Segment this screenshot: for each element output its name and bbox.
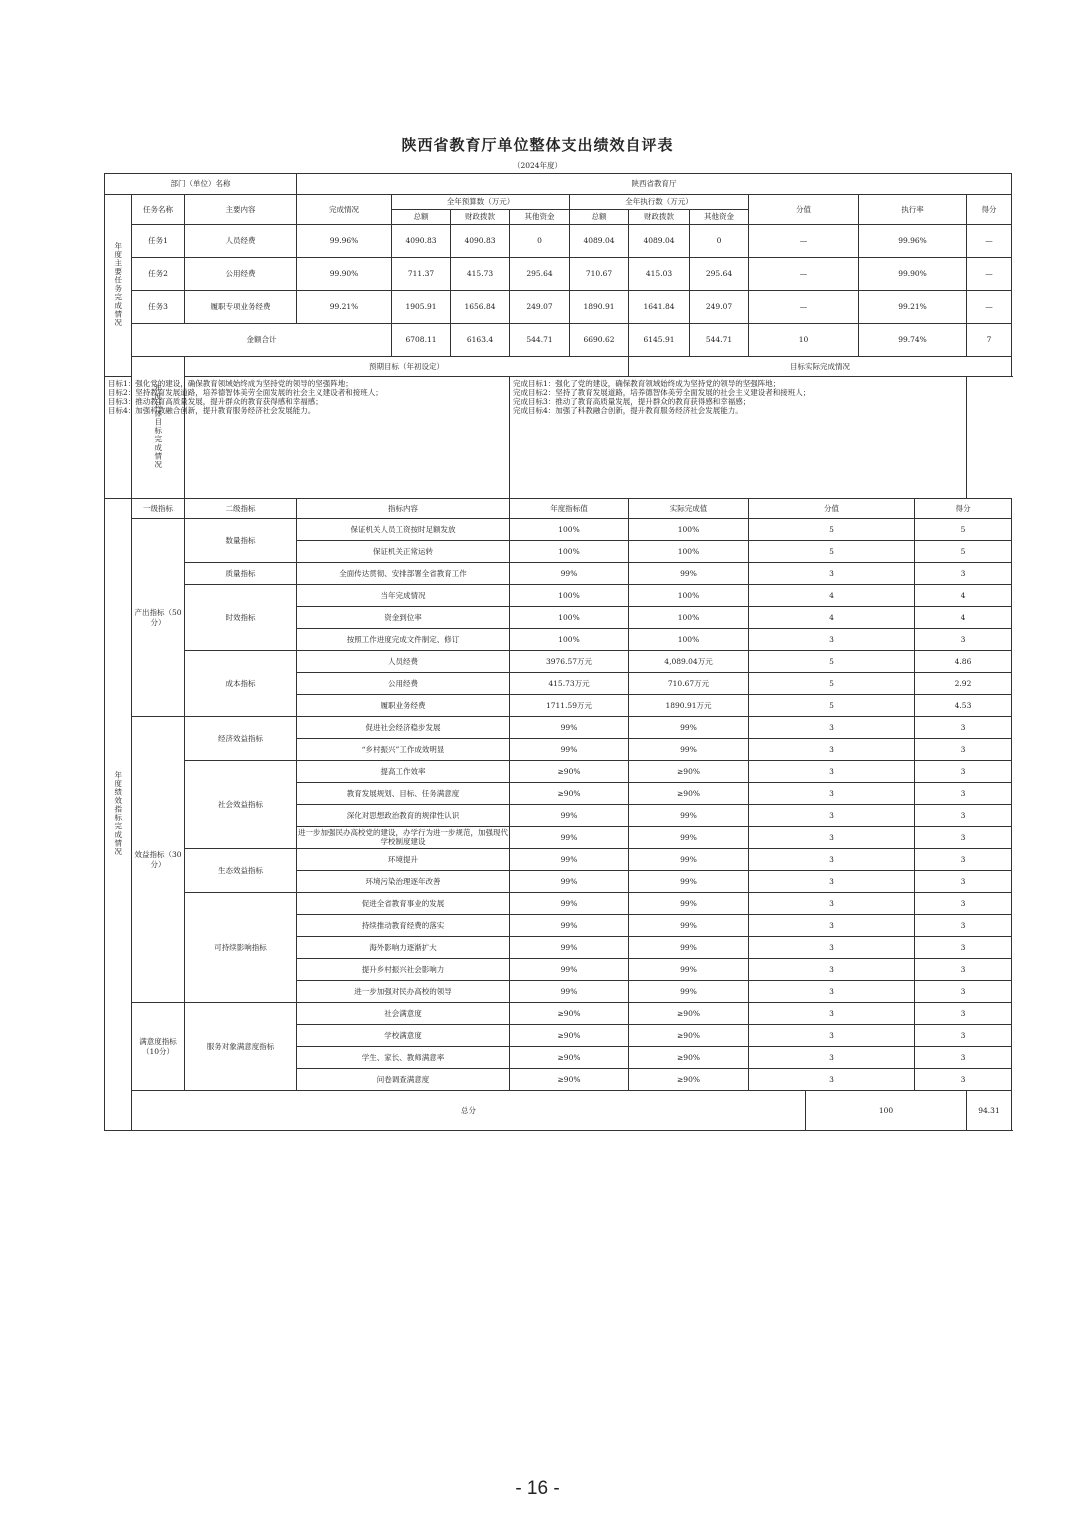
indicator-target: 99% xyxy=(510,717,629,739)
indicator-value: 4 xyxy=(749,585,915,607)
indicator-target: 99% xyxy=(510,981,629,1003)
indicator-actual: 99% xyxy=(629,563,749,585)
indicator-score: 3 xyxy=(915,1025,1012,1047)
indicator-value: 3 xyxy=(749,1047,915,1069)
indicator-target: 100% xyxy=(510,607,629,629)
indicator-row xyxy=(105,849,1012,871)
expected-goal: 目标4：加强科教融合创新，提升教育服务经济社会发展能力。 xyxy=(108,406,316,415)
indicator-row xyxy=(105,563,1012,585)
indicator-value: 5 xyxy=(749,541,915,563)
indicator-value: 3 xyxy=(749,717,915,739)
indicator-value: 3 xyxy=(749,1069,915,1091)
indicator-target: 99% xyxy=(510,805,629,827)
header-actual: 实际完成值 xyxy=(629,499,749,519)
indicator-score: 3 xyxy=(915,1069,1012,1091)
level1-benefit: 效益指标（30分） xyxy=(132,717,185,1003)
header-value: 分值 xyxy=(749,499,915,519)
indicator-actual: 99% xyxy=(629,915,749,937)
header-exec-other: 其他资金 xyxy=(690,210,749,225)
indicator-row xyxy=(105,717,1012,739)
level2-sustainable: 可持续影响指标 xyxy=(185,893,297,1003)
header-score-value: 分值 xyxy=(749,195,859,225)
indicator-value: 3 xyxy=(749,915,915,937)
actual-goal: 完成目标2：坚持了教育发展道路，培养德智体美劳全面发展的社会主义建设者和接班人； xyxy=(513,388,811,397)
indicator-content: 提升乡村振兴社会影响力 xyxy=(297,959,510,981)
indicator-score: 3 xyxy=(915,563,1012,585)
indicator-content: 问卷调查满意度 xyxy=(297,1069,510,1091)
indicator-score: 3 xyxy=(915,761,1012,783)
indicator-content: 社会满意度 xyxy=(297,1003,510,1025)
indicator-value: 5 xyxy=(749,695,915,717)
actual-goal: 完成目标4：加强了科教融合创新，提升教育服务经济社会发展能力。 xyxy=(513,406,743,415)
indicator-actual: 100% xyxy=(629,585,749,607)
indicator-target: 3976.57万元 xyxy=(510,651,629,673)
indicator-actual: 99% xyxy=(629,849,749,871)
indicator-value: 3 xyxy=(749,629,915,651)
level2-quality: 质量指标 xyxy=(185,563,297,585)
budget-fiscal: 6163.4 xyxy=(451,324,510,357)
indicator-actual: 100% xyxy=(629,629,749,651)
budget-other: 295.64 xyxy=(510,258,570,291)
page-number: - 16 - xyxy=(515,1478,560,1499)
exec-total: 4089.04 xyxy=(570,225,629,258)
indicator-score: 3 xyxy=(915,739,1012,761)
budget-total: 711.37 xyxy=(392,258,451,291)
section-tasks-label: 年度主要任务完成情况 xyxy=(105,195,132,377)
budget-total: 1905.91 xyxy=(392,291,451,324)
header-exec-total: 总额 xyxy=(570,210,629,225)
indicator-value: 3 xyxy=(749,959,915,981)
grand-total-value: 100 xyxy=(806,1091,967,1131)
indicator-score: 4.86 xyxy=(915,651,1012,673)
indicator-value: 3 xyxy=(749,871,915,893)
exec-other: 544.71 xyxy=(690,324,749,357)
indicator-content: 环境污染治理逐年改善 xyxy=(297,871,510,893)
actual-goals xyxy=(510,377,967,499)
indicator-target: 99% xyxy=(510,739,629,761)
indicator-content: 进一步加强对民办高校的领导 xyxy=(297,981,510,1003)
performance-table xyxy=(104,173,1012,1131)
indicator-row xyxy=(105,761,1012,783)
indicator-actual: 1890.91万元 xyxy=(629,695,749,717)
indicator-actual: ≥90% xyxy=(629,1025,749,1047)
grand-total-label: 总分 xyxy=(132,1091,806,1131)
indicator-target: ≥90% xyxy=(510,783,629,805)
task-completion: 99.96% xyxy=(297,225,392,258)
exec-fiscal: 6145.91 xyxy=(629,324,690,357)
indicator-value: 3 xyxy=(749,1003,915,1025)
task-name: 任务2 xyxy=(132,258,185,291)
indicator-actual: 99% xyxy=(629,893,749,915)
indicator-content: 按照工作进度完成文件制定、修订 xyxy=(297,629,510,651)
indicator-value: 3 xyxy=(749,849,915,871)
header-budget-group: 全年预算数（万元） xyxy=(392,195,570,210)
indicator-value: 3 xyxy=(749,893,915,915)
indicator-actual: ≥90% xyxy=(629,1069,749,1091)
indicator-content: 学校满意度 xyxy=(297,1025,510,1047)
section-indicators-label: 年度绩效指标完成情况 xyxy=(105,499,132,1131)
indicator-score: 3 xyxy=(915,1003,1012,1025)
indicator-row xyxy=(105,585,1012,607)
indicator-actual: 99% xyxy=(629,981,749,1003)
indicator-row xyxy=(105,1003,1012,1025)
actual-goal: 完成目标3：推动了教育高质量发展，提升群众的教育获得感和幸福感； xyxy=(513,397,751,406)
indicator-target: ≥90% xyxy=(510,1069,629,1091)
indicator-score: 3 xyxy=(915,849,1012,871)
indicator-content: 履职业务经费 xyxy=(297,695,510,717)
indicator-score: 3 xyxy=(915,981,1012,1003)
indicator-score: 4.53 xyxy=(915,695,1012,717)
budget-fiscal: 1656.84 xyxy=(451,291,510,324)
indicator-content: 进一步加强民办高校党的建设，办学行为进一步规范，加强现代学校制度建设 xyxy=(297,827,510,849)
task-name: 任务3 xyxy=(132,291,185,324)
indicator-score: 3 xyxy=(915,937,1012,959)
indicator-actual: ≥90% xyxy=(629,1047,749,1069)
exec-fiscal: 4089.04 xyxy=(629,225,690,258)
indicator-content: 保证机关人员工资按时足额发放 xyxy=(297,519,510,541)
task-content: 公用经费 xyxy=(185,258,297,291)
indicator-value: 3 xyxy=(749,981,915,1003)
indicator-target: 99% xyxy=(510,827,629,849)
expected-goals xyxy=(105,377,510,499)
exec-total: 6690.62 xyxy=(570,324,629,357)
grand-total-score: 94.31 xyxy=(967,1091,1012,1131)
task-value: — xyxy=(749,291,859,324)
indicator-content: 海外影响力逐渐扩大 xyxy=(297,937,510,959)
dept-value: 陕西省教育厅 xyxy=(297,174,1012,195)
indicator-score: 5 xyxy=(915,541,1012,563)
level1-output: 产出指标（50分） xyxy=(132,519,185,717)
indicator-value: 3 xyxy=(749,761,915,783)
exec-total: 1890.91 xyxy=(570,291,629,324)
exec-other: 0 xyxy=(690,225,749,258)
level1-satisfaction: 满意度指标（10分） xyxy=(132,1003,185,1091)
indicator-target: 99% xyxy=(510,915,629,937)
indicator-score: 3 xyxy=(915,629,1012,651)
indicator-actual: 100% xyxy=(629,607,749,629)
dept-row xyxy=(105,174,1012,195)
task-content: 人员经费 xyxy=(185,225,297,258)
indicator-target: 99% xyxy=(510,849,629,871)
budget-fiscal: 415.73 xyxy=(451,258,510,291)
indicator-score: 3 xyxy=(915,717,1012,739)
task-rate: 99.90% xyxy=(859,258,967,291)
indicator-value: 3 xyxy=(749,805,915,827)
indicator-target: 99% xyxy=(510,563,629,585)
header-score: 得分 xyxy=(967,195,1012,225)
exec-total: 710.67 xyxy=(570,258,629,291)
dept-label: 部门（单位）名称 xyxy=(105,174,297,195)
goal-header-actual: 目标实际完成情况 xyxy=(629,357,1012,377)
indicator-actual: 100% xyxy=(629,541,749,563)
indicator-target: 99% xyxy=(510,871,629,893)
indicator-score: 3 xyxy=(915,915,1012,937)
indicator-value: 3 xyxy=(749,563,915,585)
indicator-target: 415.73万元 xyxy=(510,673,629,695)
level2-social: 社会效益指标 xyxy=(185,761,297,849)
budget-total: 4090.83 xyxy=(392,225,451,258)
indicator-score: 3 xyxy=(915,871,1012,893)
task-value: — xyxy=(749,258,859,291)
indicator-content: 深化对思想政治教育的规律性认识 xyxy=(297,805,510,827)
indicator-actual: 99% xyxy=(629,805,749,827)
task-rate: 99.21% xyxy=(859,291,967,324)
indicator-value: 3 xyxy=(749,827,915,849)
budget-other: 249.07 xyxy=(510,291,570,324)
indicator-content: 保证机关正常运转 xyxy=(297,541,510,563)
indicator-target: ≥90% xyxy=(510,1025,629,1047)
header-budget-total: 总额 xyxy=(392,210,451,225)
indicator-content: 持续推动教育经费的落实 xyxy=(297,915,510,937)
indicator-target: 1711.59万元 xyxy=(510,695,629,717)
level2-timeliness: 时效指标 xyxy=(185,585,297,651)
level2-quantity: 数量指标 xyxy=(185,519,297,563)
total-score: 7 xyxy=(967,324,1012,357)
header-level2: 二级指标 xyxy=(185,499,297,519)
indicator-actual: 99% xyxy=(629,827,749,849)
indicator-content: 当年完成情况 xyxy=(297,585,510,607)
section-goals-label: 年度总体目标完成情况 xyxy=(132,357,185,499)
indicator-row xyxy=(105,519,1012,541)
indicator-score: 4 xyxy=(915,585,1012,607)
budget-other: 0 xyxy=(510,225,570,258)
total-value: 10 xyxy=(749,324,859,357)
indicator-content: 公用经费 xyxy=(297,673,510,695)
indicator-score: 3 xyxy=(915,805,1012,827)
indicator-header-row xyxy=(105,499,1012,519)
budget-other: 544.71 xyxy=(510,324,570,357)
indicator-content: “乡村振兴”工作成效明显 xyxy=(297,739,510,761)
indicator-actual: 99% xyxy=(629,959,749,981)
indicator-score: 4 xyxy=(915,607,1012,629)
indicator-value: 4 xyxy=(749,607,915,629)
indicator-content: 提高工作效率 xyxy=(297,761,510,783)
actual-goal: 完成目标1：强化了党的建设，确保教育领域始终成为坚持党的领导的坚强阵地； xyxy=(513,379,781,388)
level2-service: 服务对象满意度指标 xyxy=(185,1003,297,1091)
indicator-actual: 99% xyxy=(629,739,749,761)
exec-fiscal: 1641.84 xyxy=(629,291,690,324)
indicator-value: 3 xyxy=(749,783,915,805)
goal-header-expected: 预期目标（年初设定） xyxy=(185,357,629,377)
indicator-score: 3 xyxy=(915,783,1012,805)
expected-goal: 目标3：推动教育高质量发展，提升群众的教育获得感和幸福感； xyxy=(108,397,323,406)
task-content: 履职专项业务经费 xyxy=(185,291,297,324)
header-level1: 一级指标 xyxy=(132,499,185,519)
page-title: 陕西省教育厅单位整体支出绩效自评表 xyxy=(401,136,674,154)
task-row xyxy=(105,258,1012,291)
indicator-content: 促进全省教育事业的发展 xyxy=(297,893,510,915)
task-completion: 99.21% xyxy=(297,291,392,324)
indicator-actual: 99% xyxy=(629,717,749,739)
indicator-target: 99% xyxy=(510,893,629,915)
header-target: 年度指标值 xyxy=(510,499,629,519)
indicator-row xyxy=(105,651,1012,673)
indicator-actual: 99% xyxy=(629,937,749,959)
task-score: — xyxy=(967,225,1012,258)
task-rate: 99.96% xyxy=(859,225,967,258)
indicator-score: 5 xyxy=(915,519,1012,541)
indicator-target: 100% xyxy=(510,629,629,651)
level2-ecological: 生态效益指标 xyxy=(185,849,297,893)
indicator-target: ≥90% xyxy=(510,1047,629,1069)
indicator-actual: 710.67万元 xyxy=(629,673,749,695)
budget-total: 6708.11 xyxy=(392,324,451,357)
indicator-value: 3 xyxy=(749,937,915,959)
page-subtitle: （2024年度） xyxy=(512,161,563,170)
exec-fiscal: 415.03 xyxy=(629,258,690,291)
indicator-target: 100% xyxy=(510,519,629,541)
header-budget-fiscal: 财政拨款 xyxy=(451,210,510,225)
task-completion: 99.90% xyxy=(297,258,392,291)
header-exec-fiscal: 财政拨款 xyxy=(629,210,690,225)
expected-goal: 目标2：坚持教育发展道路，培养德智体美劳全面发展的社会主义建设者和接班人； xyxy=(108,388,383,397)
indicator-score: 3 xyxy=(915,893,1012,915)
indicator-row xyxy=(105,893,1012,915)
indicator-target: ≥90% xyxy=(510,761,629,783)
header-score: 得分 xyxy=(915,499,1012,519)
header-indicator-content: 指标内容 xyxy=(297,499,510,519)
indicator-actual: 100% xyxy=(629,519,749,541)
task-header-row xyxy=(105,195,1012,210)
header-budget-other: 其他资金 xyxy=(510,210,570,225)
task-row xyxy=(105,291,1012,324)
task-score: — xyxy=(967,258,1012,291)
goal-content-row xyxy=(105,377,1012,499)
indicator-actual: ≥90% xyxy=(629,783,749,805)
indicator-target: 100% xyxy=(510,585,629,607)
indicator-content: 环境提升 xyxy=(297,849,510,871)
header-task-name: 任务名称 xyxy=(132,195,185,225)
indicator-value: 3 xyxy=(749,1025,915,1047)
indicator-target: ≥90% xyxy=(510,1003,629,1025)
task-score: — xyxy=(967,291,1012,324)
indicator-content: 学生、家长、教师满意率 xyxy=(297,1047,510,1069)
exec-other: 249.07 xyxy=(690,291,749,324)
indicator-value: 5 xyxy=(749,519,915,541)
indicator-content: 促进社会经济稳步发展 xyxy=(297,717,510,739)
header-exec-group: 全年执行数（万元） xyxy=(570,195,749,210)
indicator-actual: ≥90% xyxy=(629,761,749,783)
indicator-content: 资金到位率 xyxy=(297,607,510,629)
indicator-score: 3 xyxy=(915,959,1012,981)
level2-economic: 经济效益指标 xyxy=(185,717,297,761)
level2-cost: 成本指标 xyxy=(185,651,297,717)
indicator-actual: 99% xyxy=(629,871,749,893)
header-exec-rate: 执行率 xyxy=(859,195,967,225)
expected-goal: 目标1：强化党的建设，确保教育领域始终成为坚持党的领导的坚强阵地； xyxy=(108,379,353,388)
goal-header-row xyxy=(105,357,1012,377)
amount-total-label: 金额合计 xyxy=(132,324,392,357)
indicator-score: 2.92 xyxy=(915,673,1012,695)
header-content: 主要内容 xyxy=(185,195,297,225)
indicator-value: 3 xyxy=(749,739,915,761)
indicator-content: 全面传达贯彻、安排部署全省教育工作 xyxy=(297,563,510,585)
exec-other: 295.64 xyxy=(690,258,749,291)
indicator-target: 99% xyxy=(510,937,629,959)
indicator-content: 人员经费 xyxy=(297,651,510,673)
indicator-value: 5 xyxy=(749,651,915,673)
indicator-actual: ≥90% xyxy=(629,1003,749,1025)
task-name: 任务1 xyxy=(132,225,185,258)
indicator-actual: 4,089.04万元 xyxy=(629,651,749,673)
indicator-target: 99% xyxy=(510,959,629,981)
amount-total-row xyxy=(105,324,1012,357)
task-row xyxy=(105,225,1012,258)
grand-total-row xyxy=(105,1091,1012,1131)
indicator-score: 3 xyxy=(915,827,1012,849)
indicator-value: 5 xyxy=(749,673,915,695)
indicator-target: 100% xyxy=(510,541,629,563)
total-rate: 99.74% xyxy=(859,324,967,357)
indicator-score: 3 xyxy=(915,1047,1012,1069)
header-completion: 完成情况 xyxy=(297,195,392,225)
indicator-content: 教育发展规划、目标、任务满意度 xyxy=(297,783,510,805)
task-value: — xyxy=(749,225,859,258)
budget-fiscal: 4090.83 xyxy=(451,225,510,258)
